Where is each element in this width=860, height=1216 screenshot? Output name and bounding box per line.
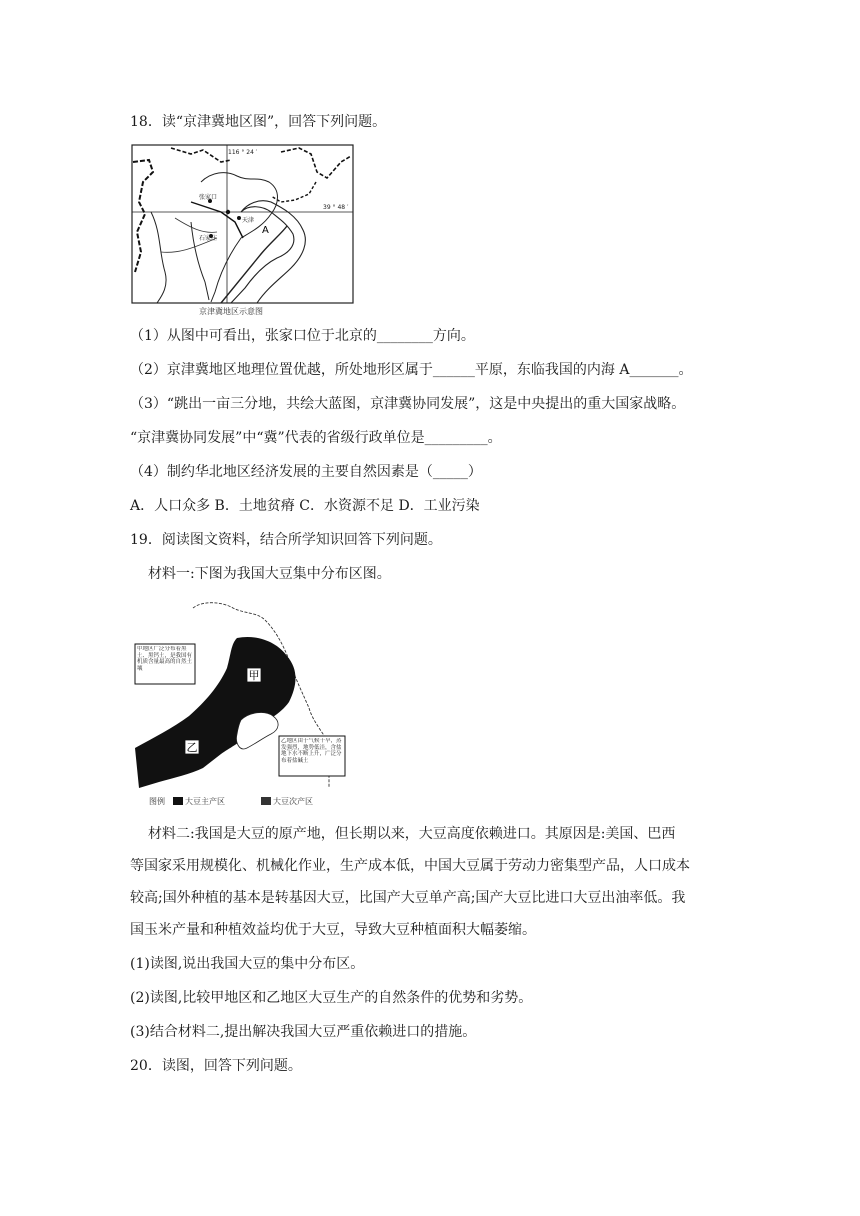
- q19-sub1: (1)读图,说出我国大豆的集中分布区。: [130, 956, 365, 972]
- q18-stem: 18．读“京津冀地区图”，回答下列问题。: [130, 114, 387, 130]
- legend-title: 图例: [149, 797, 165, 806]
- q19-sub3: (3)结合材料二,提出解决我国大豆严重依赖进口的措施。: [130, 1024, 477, 1040]
- q18-sub4: （4）制约华北地区经济发展的主要自然因素是（_____）: [130, 464, 482, 480]
- longitude-label: 116 ° 24 ′: [228, 149, 258, 156]
- city-zhangjiakou-label: 张家口: [199, 194, 218, 201]
- q18-sub3b: “京津冀协同发展”中“冀”代表的省级行政单位是_________。: [130, 430, 502, 446]
- soybean-map: [133, 598, 357, 808]
- q18-sub1: （1）从图中可看出，张家口位于北京的________方向。: [130, 328, 475, 344]
- q19-material2-line4: 国玉米产量和种植效益均优于大豆，导致大豆种植面积大幅萎缩。: [130, 922, 536, 938]
- legend-main-label: 大豆主产区: [185, 797, 225, 806]
- q19-material2-line3: 较高;国外种植的基本是转基因大豆，比国产大豆单产高;国产大豆比进口大豆出油率低。我: [130, 890, 686, 906]
- q18-options: A．人口众多 B．土地贫瘠 C．水资源不足 D．工业污染: [130, 498, 480, 514]
- sea-a-label: A: [262, 225, 269, 236]
- latitude-label: 39 ° 48 ′: [323, 204, 349, 211]
- note-yi: 乙地区由于气候干旱，蒸发强烈，地势低洼，含盐地下水不断上升，广泛分布着盐碱土: [281, 738, 342, 764]
- q19-stem: 19．阅读图文资料，结合所学知识回答下列问题。: [130, 532, 442, 548]
- q18-sub3a: （3）“跳出一亩三分地，共绘大蓝图，京津冀协同发展”，这是中央提出的重大国家战略。: [130, 396, 686, 412]
- legend-main-swatch: [173, 797, 183, 805]
- city-shijiazhuang-label: 石家庄: [199, 235, 218, 242]
- q19-material1: 材料一:下图为我国大豆集中分布区图。: [148, 566, 391, 582]
- city-tianjin-label: 天津: [242, 217, 255, 224]
- legend-secondary-swatch: [261, 797, 271, 805]
- label-jia: 甲: [248, 669, 260, 682]
- q19-sub2: (2)读图,比较甲地区和乙地区大豆生产的自然条件的优势和劣势。: [130, 990, 533, 1006]
- q18-sub2: （2）京津冀地区地理位置优越，所处地形区属于______平原，东临我国的内海 A_______。: [130, 362, 693, 378]
- jingjinji-map: [131, 142, 355, 318]
- map-caption: 京津冀地区示意图: [199, 307, 263, 316]
- label-yi: 乙: [186, 741, 198, 754]
- q19-material2-line1: 材料二:我国是大豆的原产地，但长期以来，大豆高度依赖进口。其原因是:美国、巴西: [148, 826, 676, 842]
- legend-secondary-label: 大豆次产区: [273, 797, 313, 806]
- q20-stem: 20．读图，回答下列问题。: [130, 1058, 302, 1074]
- q19-material2-line2: 等国家采用规模化、机械化作业，生产成本低，中国大豆属于劳动力密集型产品，人口成本: [130, 858, 690, 874]
- note-jia: 甲地区广泛分布着黑土、黑钙土，是我国有机质含量最高的自然土壤: [137, 646, 193, 672]
